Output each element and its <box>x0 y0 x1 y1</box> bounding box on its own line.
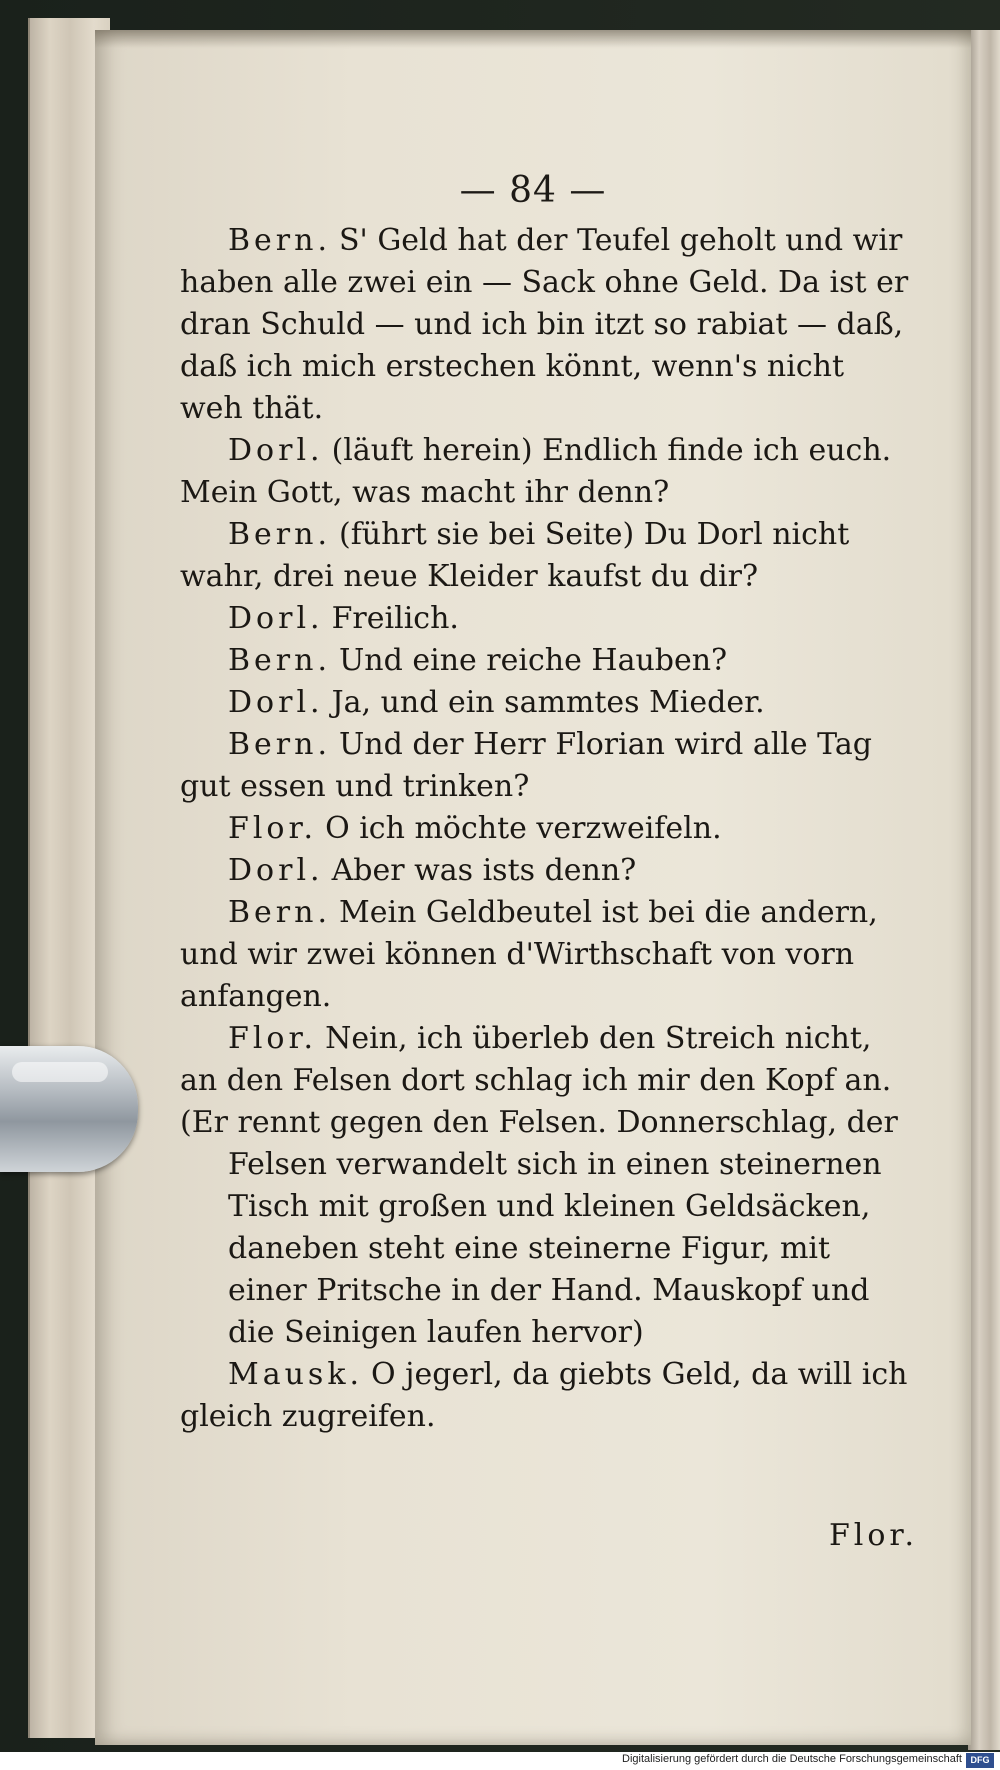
speaker-name: Flor. <box>228 811 318 846</box>
speaker-name: Bern. <box>228 223 331 258</box>
clip-highlight <box>12 1062 108 1082</box>
speaker-name: Dorl. <box>228 433 324 468</box>
paragraph-1 <box>180 220 912 430</box>
speaker-name: Dorl. <box>228 685 324 720</box>
paragraph-10 <box>180 892 912 1018</box>
paragraph-final <box>180 1354 912 1438</box>
page-number: — 84 — <box>459 170 607 211</box>
dialogue-text: Mein Geldbeutel ist bei die andern, und wir zwei können d'Wirthschaft von vorn anfangen. <box>180 895 878 1014</box>
dialogue-text: (läuft herein) Endlich finde ich euch. Mein Gott, was macht ihr denn? <box>180 433 892 510</box>
paragraph-3 <box>180 514 912 598</box>
dialogue-text: S' Geld hat der Teufel geholt und wir haben alle zwei ein — Sack ohne Geld. Da ist er dran Schuld — und ich bin itzt so rabiat — daß, daß ich mich erstechen könnt, wenn's nicht weh thät. <box>180 223 909 426</box>
dfg-logo-icon: DFG <box>966 1753 994 1768</box>
book-edge-right <box>968 30 1000 1750</box>
funding-credit: Digitalisierung gefördert durch die Deutsche Forschungsgemeinschaft <box>622 1753 962 1765</box>
speaker-name: Flor. <box>228 1021 318 1056</box>
speaker-name: Bern. <box>228 895 331 930</box>
page-text <box>180 220 912 1438</box>
paragraph-6 <box>180 682 912 724</box>
page-top-shadow <box>95 30 971 48</box>
paragraph-2 <box>180 430 912 514</box>
dialogue-text: Nein, ich überleb den Streich nicht, an den Felsen dort schlag ich mir den Kopf an. <box>180 1021 892 1098</box>
paragraph-5 <box>180 640 912 682</box>
dialogue-text: Und eine reiche Hauben? <box>339 643 728 678</box>
speaker-name: Bern. <box>228 727 331 762</box>
speaker-name: Dorl. <box>228 853 324 888</box>
speaker-name: Bern. <box>228 643 331 678</box>
paragraph-4 <box>180 598 912 640</box>
paragraph-9 <box>180 850 912 892</box>
speaker-name: Dorl. <box>228 601 324 636</box>
speaker-name: Bern. <box>228 517 331 552</box>
dialogue-text: O jegerl, da giebts Geld, da will ich gleich zugreifen. <box>180 1357 908 1434</box>
paragraph-7 <box>180 724 912 808</box>
dialogue-text: (führt sie bei Seite) Du Dorl nicht wahr, drei neue Kleider kaufst du dir? <box>180 517 850 594</box>
speaker-name: Mausk. <box>228 1357 364 1392</box>
dialogue-text: Freilich. <box>331 601 459 636</box>
catchword: Flor. <box>828 1518 918 1553</box>
paragraph-11 <box>180 1018 912 1102</box>
paragraph-8 <box>180 808 912 850</box>
stage-direction: (Er rennt gegen den Felsen. Donnerschlag, der Felsen verwandelt sich in einen steinernen Tisch mit großen und kleinen Geldsäcken, daneben steht eine steinerne Figur, mit einer Pritsche in der Hand. Mauskopf und die Seinigen laufen hervor) <box>180 1105 898 1350</box>
dialogue-text: Und der Herr Florian wird alle Tag gut essen und trinken? <box>180 727 872 804</box>
dialogue-text: O ich möchte verzweifeln. <box>325 811 722 846</box>
dialogue-text: Aber was ists denn? <box>331 853 637 888</box>
dialogue-text: Ja, und ein sammtes Mieder. <box>331 685 765 720</box>
page-clip <box>0 1046 138 1172</box>
